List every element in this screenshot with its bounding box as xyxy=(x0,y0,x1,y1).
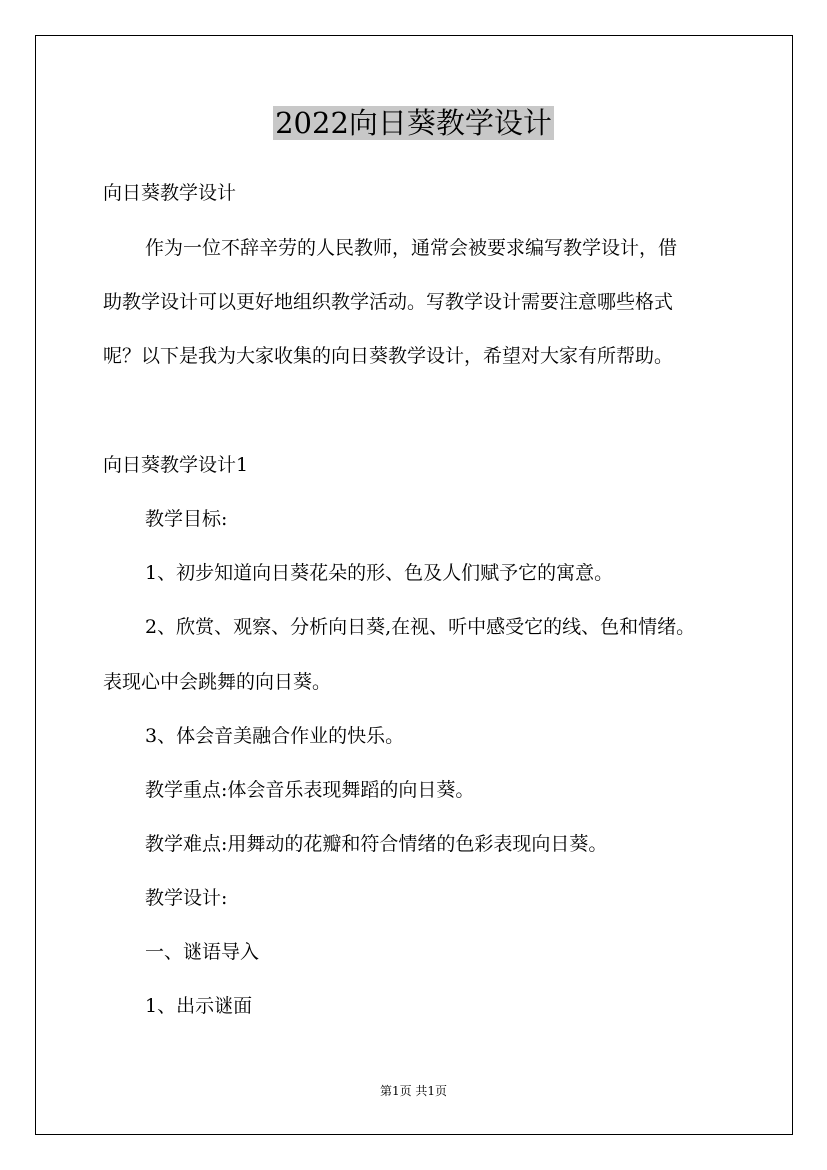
paragraph-line: 表现心中会跳舞的向日葵。 xyxy=(103,671,332,693)
paragraph-line: 教学难点:用舞动的花瓣和符合情绪的色彩表现向日葵。 xyxy=(145,833,608,855)
section-heading: 向日葵教学设计 xyxy=(103,182,237,204)
paragraph-line: 1、出示谜面 xyxy=(145,995,253,1017)
paragraph-line: 教学重点:体会音乐表现舞蹈的向日葵。 xyxy=(145,779,475,801)
paragraph-line: 1、初步知道向日葵花朵的形、色及人们赋予它的寓意。 xyxy=(145,562,614,584)
section-heading: 向日葵教学设计1 xyxy=(103,454,249,476)
paragraph-line: 2、欣赏、观察、分析向日葵,在视、听中感受它的线、色和情绪。 xyxy=(145,616,696,638)
paragraph-line: 作为一位不辞辛劳的人民教师，通常会被要求编写教学设计，借 xyxy=(145,237,678,259)
paragraph-line: 教学目标: xyxy=(145,508,228,530)
document-title xyxy=(0,103,827,143)
paragraph-line: 3、体会音美融合作业的快乐。 xyxy=(145,725,405,747)
paragraph-line: 呢？以下是我为大家收集的向日葵教学设计，希望对大家有所帮助。 xyxy=(103,345,674,367)
page-footer: 第1页 共1页 xyxy=(379,1084,448,1098)
paragraph-line: 教学设计: xyxy=(145,887,228,909)
paragraph-line: 助教学设计可以更好地组织教学活动。写教学设计需要注意哪些格式 xyxy=(103,291,674,313)
document-title-text: 2022向日葵教学设计 xyxy=(275,106,552,140)
paragraph-line: 一、谜语导入 xyxy=(145,941,260,963)
